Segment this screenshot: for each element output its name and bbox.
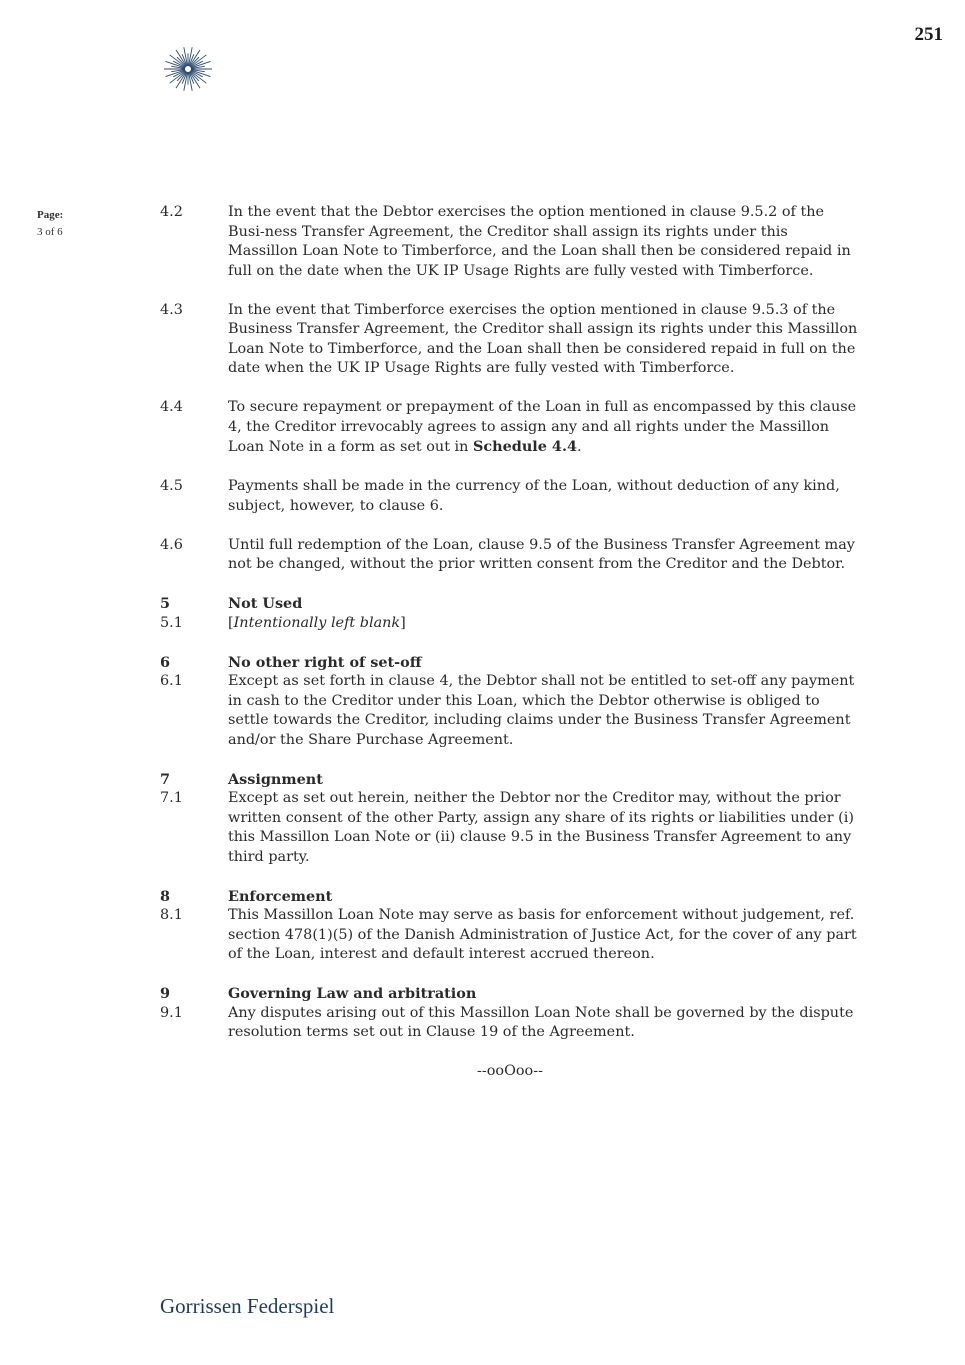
- page-number: 251: [914, 24, 943, 45]
- subclause: [160, 789, 860, 867]
- clause-number: 4.3: [160, 301, 183, 318]
- section-number: 6: [160, 653, 171, 671]
- section-6: [160, 653, 860, 751]
- clause-number: 4.4: [160, 399, 183, 415]
- starburst-icon: [160, 44, 218, 94]
- section-title: Governing Law and arbitration: [228, 985, 477, 1002]
- clause-text: Until full redemption of the Loan, clause 9.5 of the Business Transfer Agreement may not be changed, without the prior written consent from the Creditor and the Debtor.: [228, 536, 855, 572]
- section-number: 7: [160, 770, 171, 788]
- section-number: 9: [160, 985, 171, 1002]
- subclause-text: [228, 614, 860, 634]
- section-title: No other right of set-off: [228, 653, 422, 671]
- clause-number: 4.2: [160, 204, 183, 220]
- subclause-text: This Massillon Loan Note may serve as basis for enforcement without judgement, ref. section 478(1)(5) of the Danish Administration of Justice Act, for the cover of any part of the Loan, interest and default interest accrued thereon.: [228, 907, 857, 962]
- document-body: [160, 203, 860, 1082]
- page-label-value: 3 of 6: [37, 226, 63, 238]
- bracket-open: [: [228, 614, 234, 631]
- bracket-close: ]: [400, 614, 406, 631]
- subclause: [160, 1004, 860, 1043]
- subclause-number: 6.1: [160, 673, 183, 689]
- schedule-reference: Schedule 4.4: [473, 438, 577, 455]
- subclause-number: 5.1: [160, 614, 183, 631]
- subclause: [160, 906, 860, 965]
- clause-4-4: [160, 398, 860, 458]
- section-heading: [160, 770, 860, 790]
- section-heading: [160, 653, 860, 673]
- section-heading: [160, 887, 860, 907]
- section-title: Not Used: [228, 595, 303, 612]
- clause-4-3: [160, 301, 860, 379]
- section-heading: [160, 984, 860, 1004]
- section-title: Enforcement: [228, 887, 333, 905]
- section-title: Assignment: [228, 770, 323, 788]
- clause-text: [228, 398, 860, 458]
- section-number: 5: [160, 595, 171, 612]
- page-label: [37, 207, 63, 241]
- intentionally-blank-note: Intentionally left blank: [233, 614, 401, 631]
- subclause-text: Any disputes arising out of this Massillon Loan Note shall be governed by the dispute resolution terms set out in Clause 19 of the Agreement.: [228, 1004, 854, 1040]
- clause-text: In the event that Timberforce exercises the option mentioned in clause 9.5.3 of the Business Transfer Agreement, the Creditor shall assign its rights under this Massillon Loan Note to Timberforce, and the Loan shall then be considered repaid in full on the date when the UK IP Usage Rights are fully vested with Timberforce.: [228, 301, 858, 376]
- clause-4-6: [160, 536, 860, 575]
- clause-number: 4.5: [160, 478, 183, 494]
- clause-4-2: [160, 203, 860, 281]
- footer-brand: Gorrissen Federspiel: [160, 1294, 335, 1318]
- clause-text: Payments shall be made in the currency of the Loan, without deduction of any kind, subject, however, to clause 6.: [228, 478, 840, 514]
- section-7: [160, 770, 860, 868]
- subclause-number: 9.1: [160, 1004, 183, 1021]
- clause-text-before: To secure repayment or prepayment of the Loan in full as encompassed by this clause 4, the Creditor irrevocably agrees to assign any and all rights under the Massillon Loan Note in a form as set out in: [228, 399, 857, 455]
- subclause: [160, 672, 860, 750]
- subclause: [160, 614, 860, 634]
- section-heading: [160, 594, 860, 614]
- section-8: [160, 887, 860, 965]
- section-number: 8: [160, 887, 171, 905]
- section-5: [160, 594, 860, 633]
- subclause-text: Except as set out herein, neither the Debtor nor the Creditor may, without the prior written consent of the other Party, assign any share of its rights or liabilities under (i) this Massillon Loan Note or (ii) clause 9.5 in the Business Transfer Agreement to any third party.: [228, 790, 854, 865]
- end-of-document-mark: --ooOoo--: [477, 1063, 543, 1079]
- subclause-number: 7.1: [160, 790, 183, 806]
- subclause-number: 8.1: [160, 907, 183, 923]
- clause-text: In the event that the Debtor exercises the option mentioned in clause 9.5.2 of the Busi-ness Transfer Agreement, the Creditor shall assign its rights under this Massillon Loan Note to Timberforce, and the Loan shall then be considered repaid in full on the date when the UK IP Usage Rights are fully vested with Timberforce.: [228, 204, 851, 279]
- page-label-title: Page:: [37, 209, 64, 221]
- section-9: [160, 984, 860, 1043]
- clause-text-after: .: [576, 439, 582, 455]
- clause-4-5: [160, 477, 860, 516]
- subclause-text: Except as set forth in clause 4, the Debtor shall not be entitled to set-off any payment in cash to the Creditor under this Loan, which the Debtor otherwise is obliged to settle towards the Creditor, including claims under the Business Transfer Agreement and/or the Share Purchase Agreement.: [228, 673, 855, 748]
- clause-number: 4.6: [160, 536, 183, 553]
